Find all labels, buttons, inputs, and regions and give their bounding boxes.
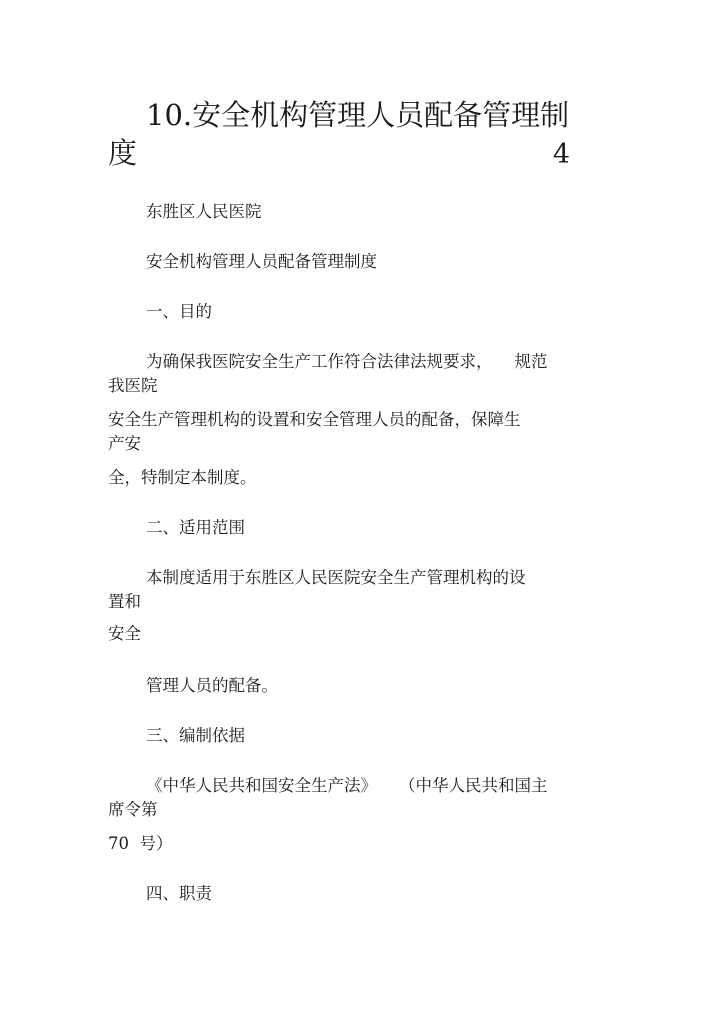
section-2-paragraph-1-line-2: 置和	[108, 592, 141, 611]
document-title	[108, 96, 570, 174]
section-1-heading: 一、目的	[146, 302, 212, 321]
section-1-paragraph-1-line-1-b: 规范	[514, 352, 548, 371]
org-name: 东胜区人民医院	[146, 202, 262, 221]
section-1-paragraph-1-line-2: 我医院	[108, 376, 158, 395]
section-2-paragraph-1-line-1: 本制度适用于东胜区人民医院安全生产管理机构的设	[146, 568, 526, 587]
section-2-paragraph-1	[108, 566, 570, 614]
section-2-paragraph-3: 管理人员的配备。	[146, 676, 278, 695]
section-3-paragraph-2: 70 号）	[108, 834, 173, 853]
section-3-paragraph-1-line-1-a: 《中华人民共和国安全生产法》	[146, 776, 377, 795]
doc-name: 安全机构管理人员配备管理制度	[146, 252, 377, 271]
section-1-paragraph-1-line-1-a: 为确保我医院安全生产工作符合法律法规要求，	[146, 352, 493, 371]
section-2-paragraph-2: 安全	[108, 624, 141, 643]
section-1-paragraph-1-line-1	[108, 350, 570, 374]
section-1-paragraph-1	[108, 350, 570, 398]
section-1-paragraph-2	[108, 408, 570, 456]
section-2-heading: 二、适用范围	[146, 518, 245, 537]
section-3-heading: 三、编制依据	[146, 726, 245, 745]
section-3-paragraph-1-line-1-b: （中华人民共和国主	[399, 776, 548, 795]
title-line-2	[108, 134, 570, 174]
section-3-paragraph-1-line-2: 席令第	[108, 800, 158, 819]
title-line-2-text: 度	[108, 136, 138, 170]
title-line-1: 10.安全机构管理人员配备管理制	[146, 98, 570, 132]
section-1-paragraph-3: 全，特制定本制度。	[108, 468, 257, 487]
section-4-heading: 四、职责	[146, 884, 212, 903]
section-3-paragraph-1	[108, 774, 570, 822]
title-number: 4	[552, 139, 570, 170]
section-1-paragraph-2-line-2: 产安	[108, 434, 141, 453]
section-1-paragraph-2-line-1: 安全生产管理机构的设置和安全管理人员的配备，保障生	[108, 410, 521, 429]
section-3-paragraph-1-line-1	[108, 774, 570, 798]
